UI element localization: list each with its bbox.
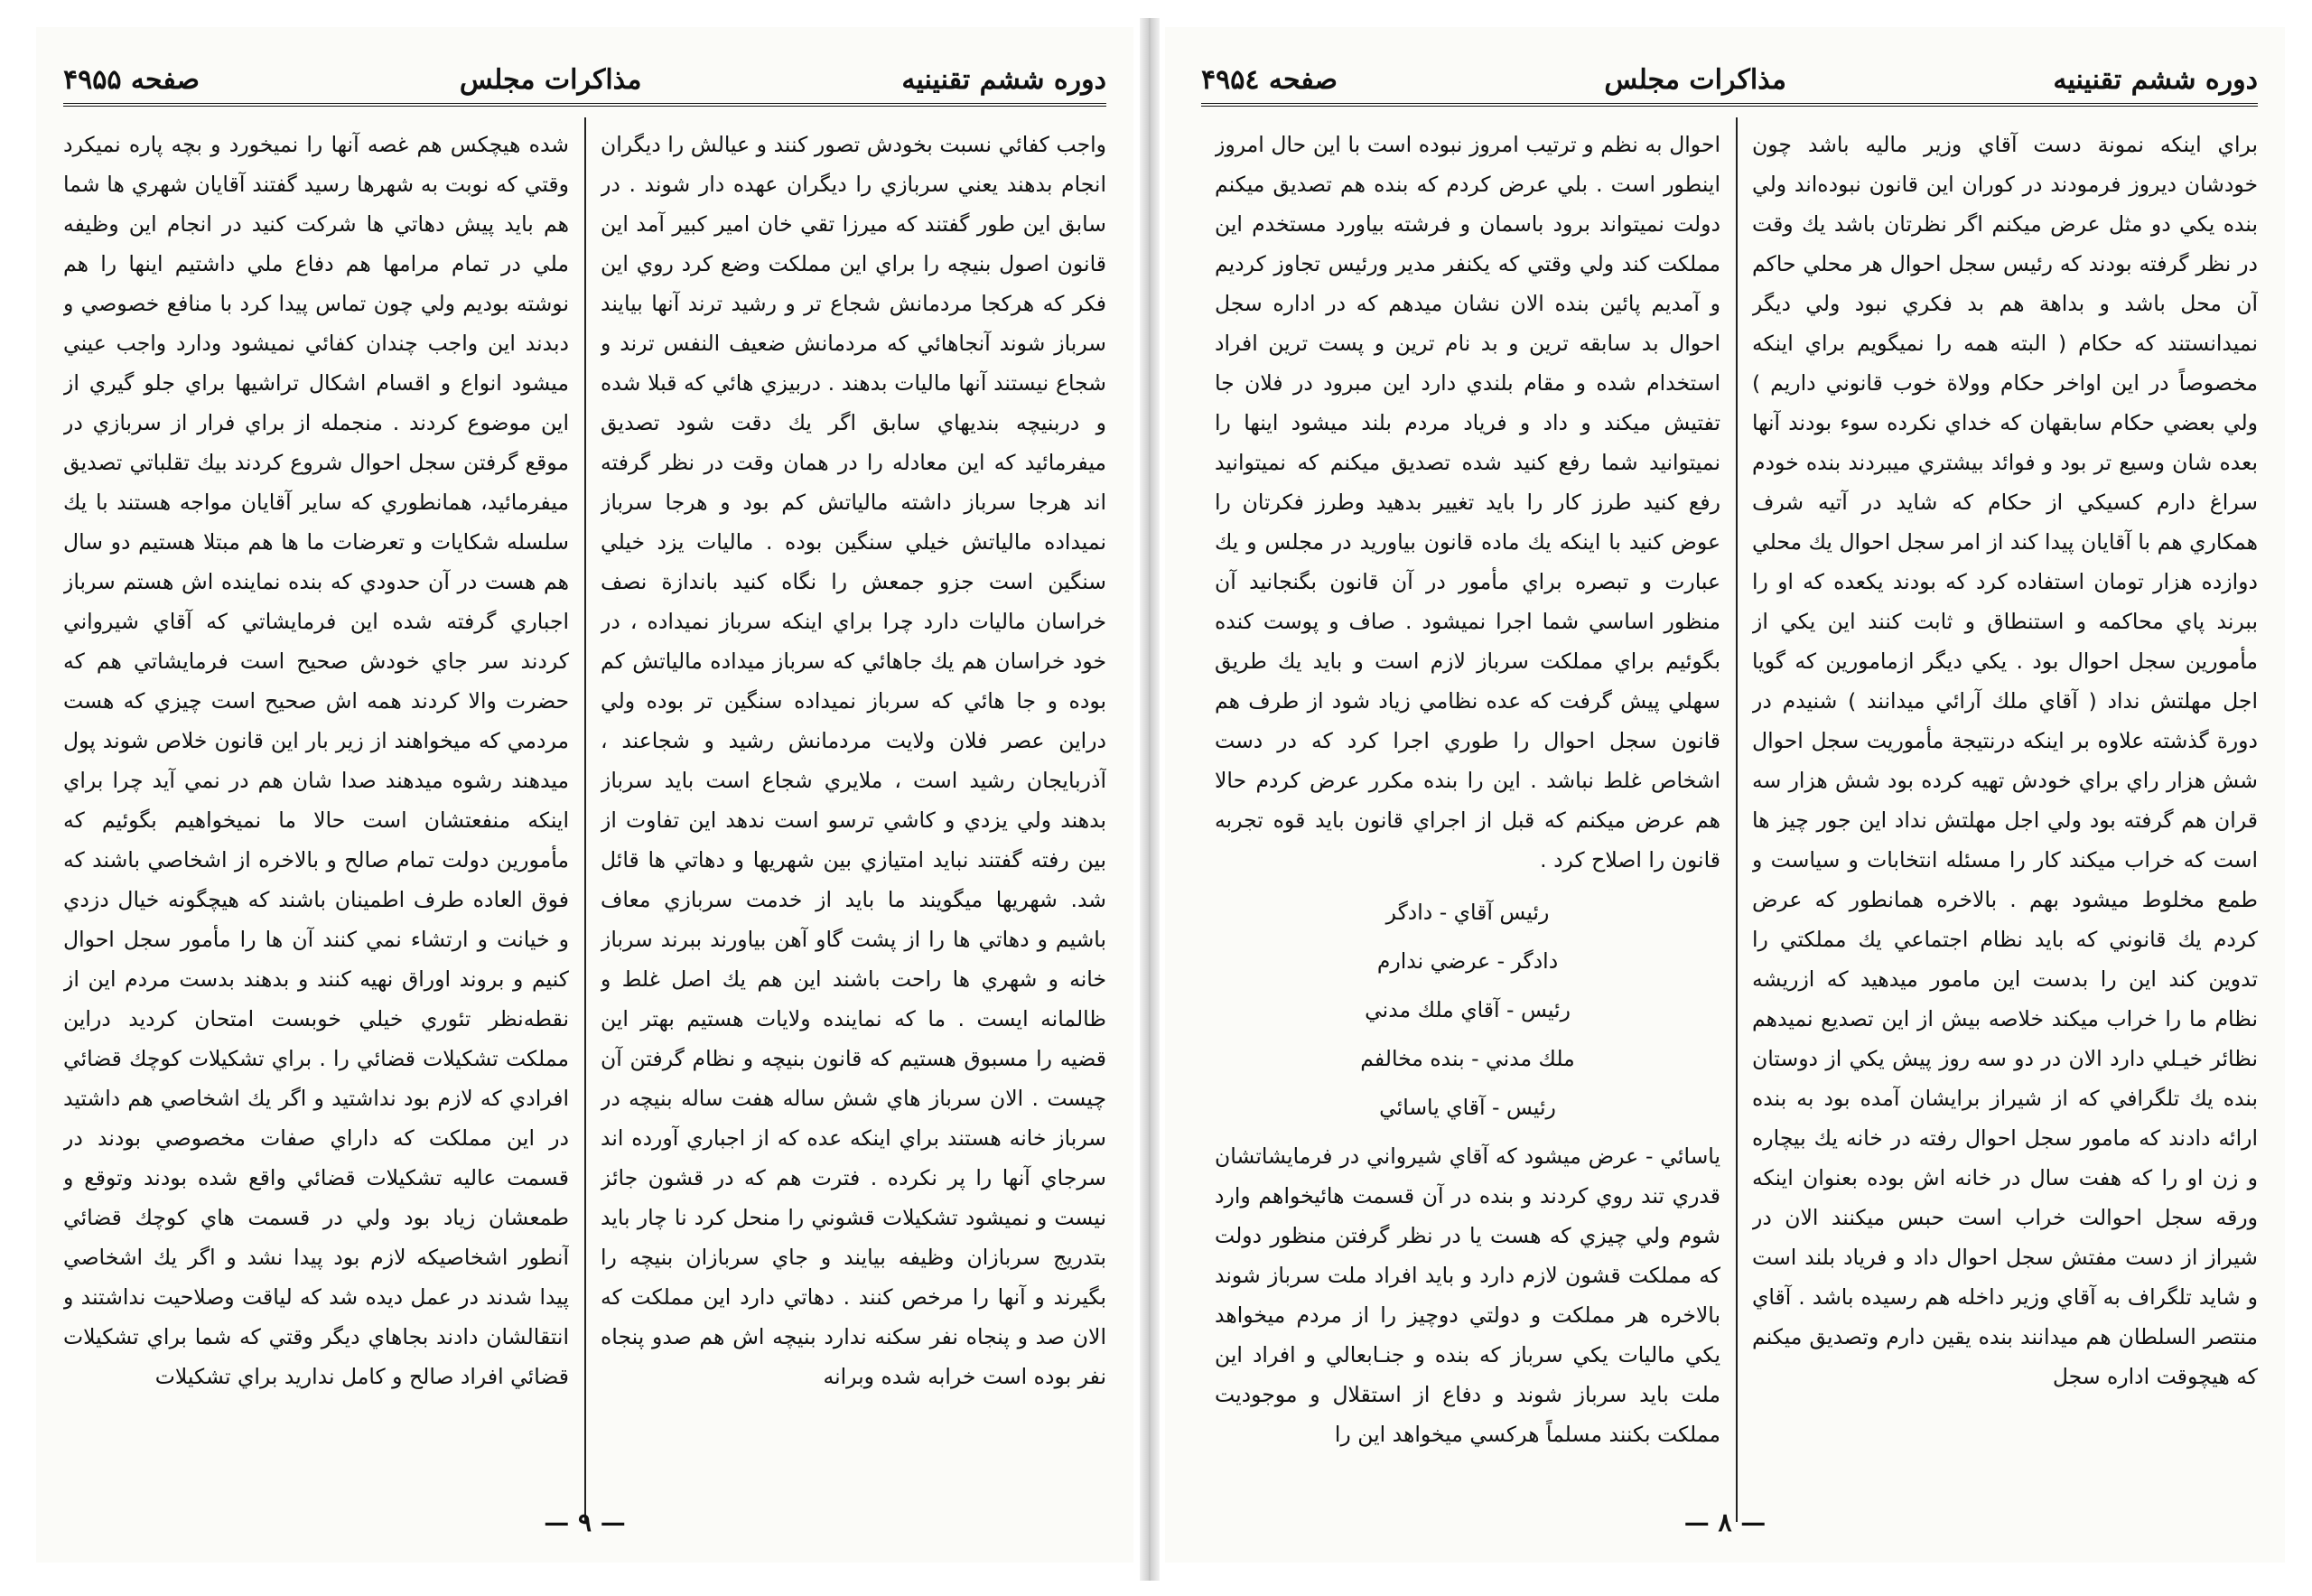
dialog-line: رئيس - آقاي ياسائي	[1379, 1095, 1556, 1120]
page-number-label: صفحه ۴۹۵۵	[63, 64, 200, 96]
folio-number: — ۹ —	[544, 1507, 626, 1537]
paragraph: واجب كفائي نسبت بخودش تصور كنند و عيالش را ديگران انجام بدهند يعني سربازي را ديگران عهده دار شوند . در سابق اين طور گفتند كه ميرزا تقي خان امير كبير آمد اين قانون اصول بنيچه را براي اين مملكت وضع كرد روي اين فكر كه هركجا مردمانش شجاع تر و رشيد ترند آنها بيايند سرباز شوند آنجاهائي كه مردمانش ضعيف النفس ترند و شجاع نيستند آنها ماليات بدهند . دربيزي هائي كه قبلا شده و دربنيچه بنديهاي سابق اگر يك دقت شود تصديق ميفرمائيد كه اين معادله را در همان وقت در نظر گرفته اند هرجا سرباز داشته مالياتش كم بود و هرجا سرباز نميداده مالياتش خيلي سنگين بوده . ماليات يزد خيلي سنگين است جزو جمعش را نگاه كنيد باندازة نصف خراسان ماليات دارد چرا براي اينكه سرباز نميداده ، در خود خراسان هم يك جاهائي كه سرباز ميداده مالياتش كم بوده و جا هائي كه سرباز نميداده سنگين تر بوده ولي دراين عصر فلان ولايت مردمانش رشيد و شجاعند ، آذربايجان رشيد است ، ملايري شجاع است بايد سرباز بدهند ولي يزدي و كاشي ترسو است ندهد اين تفاوت از بين رفته گفتند نبايد امتيازي بين شهريها و دهاتي ها قائل شد. شهريها ميگويند ما بايد از خدمت سربازي معاف باشيم و دهاتي ها را از پشت گاو آهن بياورند ببرند سرباز خانه و شهري ها راحت باشند اين هم يك اصل غلط و ظالمانه ايست . ما كه نماينده ولايات هستيم بهتر اين قضيه را مسبوق هستيم كه قانون بنيچه و نظام گرفتن آن چيست . الان سرباز هاي شش ساله هفت ساله بنيچه در سرباز خانه هستند براي اينكه عده كه از اجباري آورده اند سرجاي آنها را پر نكرده . فترت هم كه در قشون جائز نيست و نميشود تشكيلات قشوني را منحل كرد نا چار بايد بتدريج سربازان وظيفه بيايند و جاي سربازان بنيچه را بگيرند و آنها را مرخص كنند . دهاتي دارد اين مملكت كه الان صد و پنجاه نفر سكنه ندارد بنيچه اش هم صدو پنجاه نفر بوده است خرابه شده وبرانه	[601, 132, 1106, 1389]
text-column-right	[601, 125, 1106, 1516]
header-rule	[63, 103, 1106, 107]
paragraph: براي اينكه نمونة دست آقاي وزير ماليه باشد چون خودشان ديروز فرمودند در كوران اين قانون نبوده‌اند ولي بنده يكي دو مثل عرض ميكنم اگر نظرتان باشد يك وقت در نظر گرفته بودند كه رئيس سجل احوال هر محلي حاكم آن محل باشد و بداهة هم بد فكري نبود ولي ديگر نميدانستند كه حكام ( البته همه را نميگويم براي اينكه مخصوصاً در اين اواخر حكام وولاة خوب قانوني داريم ) ولي بعضي حكام سابقهان كه خداي نكرده سوء بودند آنها بعده شان وسيع تر بود و فوائد بيشتري ميبردند بنده خودم سراغ دارم كسيكي از حكام كه شايد در آتيه شرف همكاري هم با آقايان پيدا كند از امر سجل احوال يك محلي دوازده هزار تومان استفاده كرد كه بودند يكعده كه او را ببرند پاي محاكمه و استنطاق و ثابت كنند اين يكي از مأمورين سجل احوال بود . يكي ديگر ازمامورين كه گويا اجل مهلتش نداد ( آقاي ملك آرائي ميدانند ) شنيدم در دورة گذشته علاوه بر اينكه درنتيجة مأموريت سجل احوال شش هزار راي براي خودش تهيه كرده بود شش هزار سه قران هم گرفته بود ولي اجل مهلتش نداد اين جور چيز ها است كه خراب ميكند كار را مسئله انتخابات و سياست و طمع مخلوط ميشود بهم . بالاخره همانطور كه عرض كردم يك قانوني كه بايد نظام اجتماعي يك مملكتي را تدوين كند اين را بدست اين مامور ميدهيد كه ازريشه نظام ما را خراب ميكند خلاصه بيش از اين تصديع نميدهم نظائر خيـلي دارد الان در دو سه روز پيش يكي از دوستان بنده يك تلگرافي كه از شيراز برايشان آمده بود به بنده ارائه دادند كه مامور سجل احوال رفته در خانه يك بيچاره و زن او را كه هفت سال در خانه اش بوده بعنوان اينكه ورقه سجل احوالت خراب است حبس ميكنند الان در شيراز از دست مفتش سجل احوال داد و فرياد بلند است و شايد تلگراف به آقاي وزير داخله هم رسيده باشد . آقاي منتصر السلطان هم ميدانند بنده يقين دارم وتصديق ميكنم كه هيچوقت اداره سجل	[1752, 132, 2258, 1389]
page-header	[63, 52, 1106, 99]
running-title: مذاكرات مجلس	[1604, 64, 1786, 96]
text-column-right	[1752, 125, 2258, 1516]
page-4955	[36, 27, 1133, 1563]
dialog-line: رئيس آقاي - دادگر	[1385, 900, 1550, 925]
session-label: دوره ششم تقنينيه	[2053, 64, 2258, 96]
column-divider	[584, 117, 586, 1522]
column-divider	[1736, 117, 1738, 1522]
header-rule	[1201, 103, 2258, 107]
dialog-line: ملك مدني - بنده مخالفم	[1360, 1046, 1575, 1071]
text-column-left	[63, 125, 569, 1516]
dialog-line: رئيس - آقاي ملك مدني	[1365, 997, 1571, 1022]
session-label: دوره ششم تقنينيه	[901, 64, 1106, 96]
speaker-dialog	[1215, 892, 1720, 1127]
dialog-line: دادگر - عرضي ندارم	[1376, 948, 1559, 974]
paragraph: شده هيچكس هم غصه آنها را نميخورد و بچه پاره نميكرد وقتي كه نوبت به شهرها رسيد گفتند آقايان شهري ها شما هم بايد پيش دهاتي ها شركت كنيد در انجام اين وظيفه ملي در تمام مرامها هم دفاع ملي داشتيم اينها را هم نوشته بوديم ولي چون تماس پيدا كرد با منافع خصوصي و دبدند اين واجب چندان كفائي نميشود ودارد واجب عيني ميشود انواع و اقسام اشكال تراشيها براي جلو گيري از اين موضوع كردند . منجمله از براي فرار از سربازي در موقع گرفتن سجل احوال شروع كردند بيك تقلباتي تصديق ميفرمائيد، همانطوري كه ساير آقايان مواجه هستند با يك سلسله شكايات و تعرضات ما ها هم مبتلا هستيم دو سال هم هست در آن حدودي كه بنده نماينده اش هستم سرباز اجباري گرفته شده اين فرمايشاتي كه آقاي شيرواني كردند سر جاي خودش صحيح است فرمايشاتي هم كه حضرت والا كردند همه اش صحيح است چيزي كه هست مردمي كه ميخواهند از زير بار اين قانون خلاص شوند پول ميدهند رشوه ميدهند صدا شان هم در نمي آيد چرا براي اينكه منفعتشان است حالا ما نميخواهيم بگوئيم كه مأمورين دولت تمام صالح و بالاخره از اشخاصي باشند كه فوق العاده طرف اطمينان باشند كه هيچگونه خيال دزدي و خيانت و ارتشاء نمي كنند آن ها را مأمور سجل احوال كنيم و بروند اوراق نهيه كنند و بدهند بدست مردم اين از نقطه‌نظر تئوري خيلي خوبست امتحان كرديد دراين مملكت تشكيلات قضائي را . براي تشكيلات كوچك قضائي افرادي كه لازم بود نداشتيد و اگر يك اشخاصي هم داشتيد در اين مملكت كه داراي صفات مخصوصي بودند در قسمت عاليه تشكيلات قضائي واقع شده بودند وتوقع و طمعشان زياد بود ولي در قسمت هاي كوچك قضائي آنطور اشخاصيكه لازم بود پيدا نشد و اگر يك اشخاصي پيدا شدند در عمل ديده شد كه لياقت وصلاحيت نداشتند و انتقالشان دادند بجاهاي ديگر وقتي كه شما براي تشكيلات قضائي افراد صالح و كامل نداريد براي تشكيلات	[63, 132, 569, 1389]
page-4954	[1165, 27, 2285, 1563]
paragraph: ياسائي - عرض ميشود كه آقاي شيرواني در فرمايشاتشان قدري تند روي كردند و بنده در آن قسمت هائيخواهم وارد شوم ولي چيزي كه هست يا در نظر گرفتن منظور دولت كه مملكت قشون لازم دارد و بايد افراد ملت سرباز شوند بالاخره هر مملكت و دولتي دوچيز را از مردم ميخواهد يكي ماليات يكي سرباز كه بنده و جنـابعالي و افراد اين ملت بايد سرباز شوند و دفاع از استقلال و موجوديت مملكت بكنند مسلماً هركسي ميخواهد اين را	[1215, 1143, 1720, 1447]
paragraph: احوال به نظم و ترتيب امروز نبوده است با اين حال امروز اينطور است . بلي عرض كردم كه بنده هم تصديق ميكنم دولت نميتواند برود باسمان و فرشته بياورد مستخدم اين مملكت كند ولي وقتي كه يكنفر مدير ورئيس تجاوز كرديم و آمديم پائين بنده الان نشان ميدهم كه در اداره سجل احوال بد سابقه ترين و بد نام ترين و پست ترين افراد استخدام شده و مقام بلندي دارد اين مبرود در فلان جا تفتيش ميكند و داد و فرياد مردم بلند ميشود اينها را نميتوانيد شما رفع كنيد شده تصديق ميكنم كه نميتوانيد رفع كنيد طرز كار را بايد تغيير بدهيد وطرز فكرتان را عوض كنيد با اينكه يك ماده قانون بياوريد در مجلس و يك عبارت و تبصره براي مأمور در آن قانون بگنجانيد آن منظور اساسي شما اجرا نميشود . صاف و پوست كنده بگوئيم براي مملكت سرباز لازم است و بايد يك طريق سهلي پيش گرفت كه عده نظامي زياد شود از طرف هم قانون سجل احوال را طوري اجرا كرد كه در دست اشخاص غلط نباشد . اين را بنده مكرر عرض كردم حالا هم عرض ميكنم كه قبل از اجراي قانون بايد قوه تجربه قانون را اصلاح كرد .	[1215, 132, 1720, 873]
folio-number: — ۸ —	[1683, 1507, 1767, 1537]
text-column-left	[1215, 125, 1720, 1516]
book-gutter	[1140, 18, 1160, 1581]
running-title: مذاكرات مجلس	[459, 64, 642, 96]
page-header	[1201, 52, 2258, 99]
page-number-label: صفحه ۴۹۵٤	[1201, 64, 1338, 96]
